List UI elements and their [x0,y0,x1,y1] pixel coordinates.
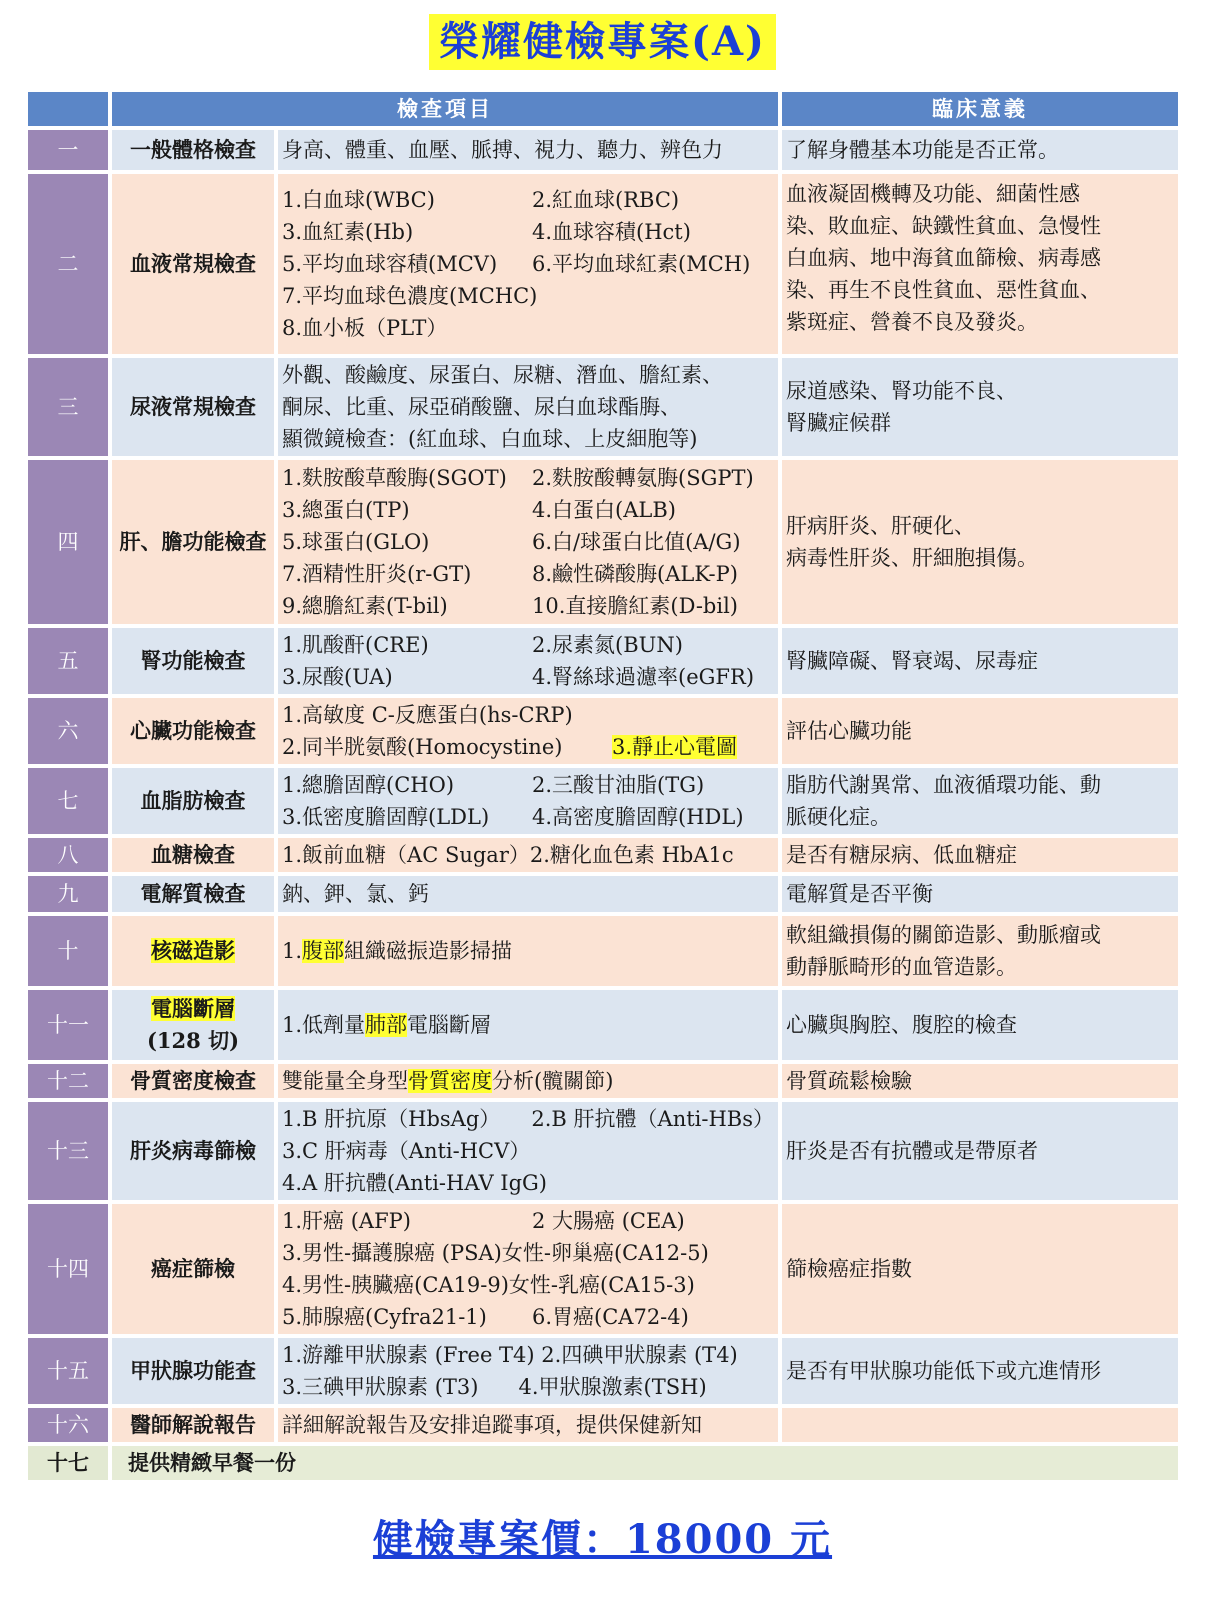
row-meaning: 軟組織損傷的關節造影、動脈瘤或 [786,923,1101,947]
row-meaning: 腎臟症候群 [786,411,891,435]
table-header [28,92,1178,126]
highlighted-item: 肺部 [365,1013,408,1037]
row-item: 鈉、鉀、氯、鈣 [282,882,429,906]
row-number: 五 [28,628,108,694]
row-category: 血液常規檢查 [112,174,274,354]
row-category: 提供精緻早餐一份 [112,1446,1178,1480]
row-meaning: 病毒性肝炎、肝細胞損傷。 [786,546,1038,570]
row-category: 骨質密度檢查 [112,1064,274,1098]
row-meaning: 尿道感染、腎功能不良、 [786,379,1017,403]
row-category: 腎功能檢查 [112,628,274,694]
row-item: 1.腹部組織磁振造影掃描 [282,939,513,963]
row-item: 3.男性-攝護腺癌 (PSA)女性-卵巢癌(CA12-5) [282,1241,709,1265]
row-item-pair: 9.總膽紅素(T-bil) 10.直接膽紅素(D-bil) [282,594,738,618]
row-item: 7.平均血球色濃度(MCHC) [282,284,538,308]
row-item: 3.C 肝病毒（Anti-HCV） [282,1139,531,1163]
row-number: 八 [28,838,108,872]
row-number: 六 [28,698,108,764]
row-number: 十七 [28,1446,108,1480]
row-item: 身高、體重、血壓、脈搏、視力、聽力、辨色力 [282,138,723,162]
row-item-pair: 1.肝癌 (AFP) 2 大腸癌 (CEA) [282,1209,685,1233]
row-meaning: 動靜脈畸形的血管造影。 [786,955,1017,979]
row-meaning: 骨質疏鬆檢驗 [782,1064,1178,1098]
row-item-pair: 5.肺腺癌(Cyfra21-1) 6.胃癌(CA72-4) [282,1305,689,1329]
row-item: 1.低劑量肺部電腦斷層 [282,1013,492,1037]
table-row [28,838,1178,872]
table-row [28,130,1178,170]
table-row [28,698,1178,764]
row-meaning: 染、再生不良性貧血、惡性貧血、 [786,278,1101,302]
row-category: 甲狀腺功能查 [112,1338,274,1404]
row-item: 顯微鏡檢查：(紅血球、白血球、上皮細胞等) [282,427,698,451]
row-item-pair: 1.肌酸酐(CRE) 2.尿素氮(BUN) [282,633,683,657]
row-item: 雙能量全身型骨質密度分析(髖關節) [282,1069,614,1093]
row-meaning: 紫斑症、營養不良及發炎。 [786,310,1038,334]
row-category: 電腦斷層 [151,996,235,1021]
row-category: 血糖檢查 [112,838,274,872]
row-category: 心臟功能檢查 [112,698,274,764]
row-number: 三 [28,358,108,456]
row-category: 肝炎病毒篩檢 [112,1102,274,1200]
table-row [28,1102,1178,1200]
checkup-table [24,88,1182,1484]
table-row [28,460,1178,624]
row-meaning: 肝病肝炎、肝硬化、 [786,514,975,538]
row-item-pair: 1.白血球(WBC) 2.紅血球(RBC) [282,188,680,212]
row-number: 四 [28,460,108,624]
row-category: 醫師解說報告 [112,1408,274,1442]
row-item-pair: 5.平均血球容積(MCV) 6.平均血球紅素(MCH) [282,252,751,276]
row-item-pair: 3.低密度膽固醇(LDL) 4.高密度膽固醇(HDL) [282,805,744,829]
row-meaning: 是否有糖尿病、低血糖症 [782,838,1178,872]
row-meaning: 評估心臟功能 [782,698,1178,764]
row-number: 十四 [28,1204,108,1334]
row-item-pair: 3.血紅素(Hb) 4.血球容積(Hct) [282,220,691,244]
table-row [28,1408,1178,1442]
row-item: 1.飯前血糖（AC Sugar）2.糖化血色素 HbA1c [282,843,734,867]
row-meaning: 脂肪代謝異常、血液循環功能、動 [786,773,1101,797]
row-category: 一般體格檢查 [112,130,274,170]
table-row [28,876,1178,912]
row-number: 十五 [28,1338,108,1404]
row-meaning: 心臟與胸腔、腹腔的檢查 [782,990,1178,1060]
row-item: 詳細解說報告及安排追蹤事項，提供保健新知 [282,1413,702,1437]
row-meaning: 電解質是否平衡 [782,876,1178,912]
row-number: 十二 [28,1064,108,1098]
row-number: 十 [28,916,108,986]
row-category: 癌症篩檢 [112,1204,274,1334]
row-meaning [782,1408,1178,1442]
row-meaning: 白血病、地中海貧血篩檢、病毒感 [786,246,1101,270]
row-number: 二 [28,174,108,354]
row-meaning: 脈硬化症。 [786,805,891,829]
row-item-pair: 3.尿酸(UA) 4.腎絲球過濾率(eGFR) [282,665,755,689]
row-item: 4.男性-胰臟癌(CA19-9)女性-乳癌(CA15-3) [282,1273,695,1297]
table-row [28,916,1178,986]
row-number: 十三 [28,1102,108,1200]
row-item: 8.血小板（PLT） [282,316,448,340]
highlighted-item: 3.靜止心電圖 [612,735,738,759]
row-meaning: 是否有甲狀腺功能低下或亢進情形 [782,1338,1178,1404]
row-item: 酮尿、比重、尿亞硝酸鹽、尿白血球酯脢、 [282,395,681,419]
table-row [28,174,1178,354]
row-meaning: 染、敗血症、缺鐵性貧血、急慢性 [786,214,1101,238]
table-row [28,990,1178,1060]
package-price: 健檢專案價：18000 元 [372,1516,833,1563]
table-row [28,1204,1178,1334]
row-number: 十六 [28,1408,108,1442]
table-row [28,1446,1178,1480]
row-item-pair: 1.B 肝抗原（HbsAg） 2.B 肝抗體（Anti-HBs） [282,1107,774,1131]
row-category: 肝、膽功能檢查 [112,460,274,624]
row-number: 一 [28,130,108,170]
row-item-pair: 7.酒精性肝炎(r-GT) 8.鹼性磷酸脢(ALK-P) [282,562,738,586]
page-title: 榮耀健檢專案(A) [429,14,776,70]
highlighted-item: 腹部 [302,939,345,963]
row-item: 外觀、酸鹼度、尿蛋白、尿糖、潛血、膽紅素、 [282,363,723,387]
row-category: 尿液常規檢查 [112,358,274,456]
row-meaning: 肝炎是否有抗體或是帶原者 [782,1102,1178,1200]
row-item: 1.游離甲狀腺素 (Free T4) 2.四碘甲狀腺素 (T4) [282,1343,738,1367]
table-row [28,358,1178,456]
row-item: 2.同半胱氨酸(Homocystine) 3.靜止心電圖 [282,735,738,759]
row-item-pair: 5.球蛋白(GLO) 6.白/球蛋白比值(A/G) [282,530,741,554]
table-row [28,1338,1178,1404]
row-number: 七 [28,768,108,834]
row-category: 電解質檢查 [112,876,274,912]
highlighted-item: 骨質密度 [408,1069,492,1093]
row-category: 核磁造影 [151,938,235,963]
table-row [28,768,1178,834]
header-items: 檢查項目 [112,92,778,126]
row-number: 十一 [28,990,108,1060]
row-meaning: 腎臟障礙、腎衰竭、尿毒症 [782,628,1178,694]
table-row [28,1064,1178,1098]
row-meaning: 篩檢癌症指數 [782,1204,1178,1334]
row-item-pair: 3.總蛋白(TP) 4.白蛋白(ALB) [282,498,676,522]
row-item-pair: 1.麩胺酸草酸脢(SGOT) 2.麩胺酸轉氨脢(SGPT) [282,466,754,490]
table-row [28,628,1178,694]
row-category-note: (128 切) [146,1028,240,1053]
row-item: 3.三碘甲狀腺素 (T3) 4.甲狀腺激素(TSH) [282,1375,707,1399]
row-number: 九 [28,876,108,912]
row-meaning: 了解身體基本功能是否正常。 [782,130,1178,170]
header-meaning: 臨床意義 [782,92,1178,126]
row-category: 血脂肪檢查 [112,768,274,834]
row-meaning: 血液凝固機轉及功能、細菌性感 [786,182,1080,206]
row-item: 1.高敏度 C-反應蛋白(hs-CRP) [282,703,573,727]
row-item: 4.A 肝抗體(Anti-HAV IgG) [282,1171,547,1195]
row-item-pair: 1.總膽固醇(CHO) 2.三酸甘油脂(TG) [282,773,705,797]
